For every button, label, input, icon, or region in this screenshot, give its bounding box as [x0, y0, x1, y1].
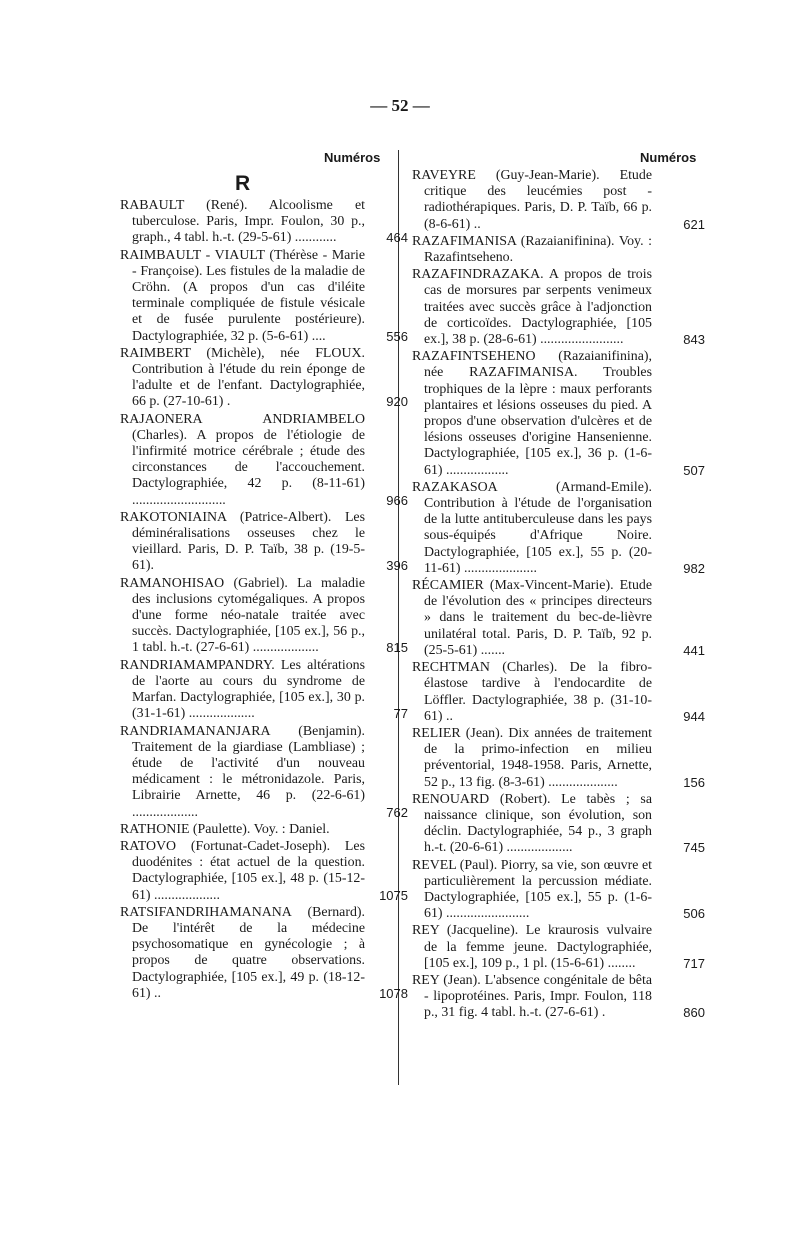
entry-number: 982: [683, 560, 705, 576]
entry-number: 507: [683, 462, 705, 478]
entry-text: RANDRIAMANANJARA (Benjamin). Traitement de la giardiase (Lambliase) ; étude de l'activité d'un nouveau médicament : le métronidazole. Paris, Librairie Arnette, 46 p. (22-6-61) ...................: [120, 723, 365, 820]
bibliography-entry: [412, 660, 705, 725]
bibliography-entry: [412, 168, 705, 233]
bibliography-entry: [120, 822, 365, 838]
entry-text: RANDRIAMAMPANDRY. Les altérations de l'aorte au cours du syndrome de Marfan. Dactylographiée, [105 ex.], 30 p. (31-1-61) ...................: [120, 657, 365, 722]
entry-text: RÉCAMIER (Max-Vincent-Marie). Etude de l'évolution des « principes directeurs » dans le traitement du bec-de-lièvre unilatéral total. Paris, D. P. Taïb, 92 p. (25-5-61) .......: [412, 578, 652, 658]
entry-number: 621: [683, 216, 705, 232]
entry-text: RATSIFANDRIHAMANANA (Bernard). De l'intérêt de la médecine psychosomatique en gynécologie ; à propos de quatre observations. Dactylographiée, [105 ex.], 49 p. (18-12-61) ..: [120, 904, 365, 1001]
page-number: — 52 —: [370, 96, 430, 115]
bibliography-entry: [120, 345, 408, 411]
entry-text: REY (Jean). L'absence congénitale de bêta - lipoprotéines. Paris, Impr. Foulon, 118 p., 31 fig. 4 tabl. h.-t. (27-6-61) .: [412, 972, 652, 1021]
entry-text: RAZAFINDRAZAKA. A propos de trois cas de morsures par serpents venimeux traitées avec succès grâce à l'adjonction de corticoïdes. Dactylographiée, [105 ex.], 38 p. (28-6-61) ........................: [412, 267, 652, 348]
entry-text: RAZAKASOA (Armand-Emile). Contribution à l'étude de l'organisation de la lutte antituberculeuse dans les pays sous-équipés d'Afrique Noire. Dactylographiée, [105 ex.], 55 p. (20-11-61) .....................: [412, 479, 652, 576]
right-column: [412, 168, 705, 1023]
entry-number: 464: [386, 230, 408, 246]
bibliography-entry: [412, 234, 652, 266]
entry-number: 506: [683, 906, 705, 922]
entry-number: 944: [683, 708, 705, 724]
entry-number: 717: [683, 955, 705, 971]
bibliography-entry: [412, 479, 705, 577]
section-letter: R: [235, 172, 251, 195]
entry-number: 745: [683, 840, 705, 856]
entry-text: RAMANOHISAO (Gabriel). La maladie des inclusions cytomégaliques. A propos d'une forme néo-natale traitée avec succès. Dactylographiée, [105 ex.], 56 p., 1 tabl. h.-t. (27-6-61) ...................: [120, 575, 365, 656]
entry-number: 860: [683, 1005, 705, 1021]
entry-number: 762: [386, 804, 408, 820]
column-divider: [398, 150, 399, 1085]
entry-text: RAZAFIMANISA (Razaianifinina). Voy. : Razafintseheno.: [412, 233, 652, 266]
bibliography-entry: [412, 725, 705, 791]
bibliography-entry: [412, 972, 705, 1022]
entry-number: 843: [683, 332, 705, 348]
entry-number: 441: [683, 642, 705, 658]
entry-text: REVEL (Paul). Piorry, sa vie, son œuvre et particulièrement la percussion médiate. Dactylographiée, [105 ex.], 55 p. (1-6-61) ........................: [412, 857, 652, 922]
entry-text: RENOUARD (Robert). Le tabès ; sa naissance clinique, son évolution, son déclin. Dactylographiée, 54 p., 3 graph h.-t. (20-6-61) ...................: [412, 791, 652, 856]
bibliography-entry: [412, 578, 705, 659]
entry-number: 396: [386, 558, 408, 574]
entry-text: RECHTMAN (Charles). De la fibro-élastose tardive à l'endocardite de Löffler. Dactylographiée, 38 p. (31-10-61) ..: [412, 660, 652, 724]
bibliography-entry: [120, 904, 408, 1002]
entry-number: 815: [386, 640, 408, 656]
bibliography-entry: [412, 791, 705, 857]
entry-text: RATOVO (Fortunat-Cadet-Joseph). Les duodénites : état actuel de la question. Dactylographiée, [105 ex.], 48 p. (15-12-61) ...................: [120, 838, 365, 903]
bibliography-entry: [412, 349, 705, 479]
left-column: [120, 198, 408, 1003]
bibliography-entry: [120, 575, 408, 657]
entry-text: RELIER (Jean). Dix années de traitement de la primo-infection en milieu préventorial, 1948-1958. Paris, Arnette, 52 p., 13 fig. (8-3-61) ....................: [412, 725, 652, 790]
bibliography-entry: [120, 198, 408, 247]
entry-text: RAIMBAULT - VIAULT (Thérèse - Marie - Françoise). Les fistules de la maladie de Cröhn. (A propos d'un cas d'iléite terminale compliquée de fistule vésicale et de fusée purulente postérieure). Dactylographiée, 32 p. (5-6-61) ....: [120, 247, 365, 344]
right-column-heading: Numéros: [640, 150, 697, 165]
entry-number: 1075: [379, 887, 408, 903]
entry-text: RAZAFINTSEHENO (Razaianifinina), née RAZAFIMANISA. Troubles trophiques de la lèpre : maux perforants plantaires et lésions osseuses du pied. A propos d'une observation d'ulcères et de lésions osseuses d'origine Hansenienne. Dactylographiée, [105 ex.], 36 p. (1-6-61) ..................: [412, 349, 652, 478]
entry-text: RAJAONERA ANDRIAMBELO (Charles). A propos de l'étiologie de l'infirmité motrice cérébrale ; étude des circonstances de l'accouchement. Dactylographiée, 42 p. (8-11-61) ...........................: [120, 411, 365, 508]
entry-number: 966: [386, 492, 408, 508]
left-column-heading: Numéros: [324, 150, 381, 165]
bibliography-entry: [412, 857, 705, 923]
bibliography-entry: [120, 657, 408, 723]
bibliography-entry: [120, 838, 408, 904]
bibliography-entry: [120, 247, 408, 345]
entry-number: 1078: [379, 985, 408, 1001]
bibliography-entry: [120, 509, 408, 575]
entry-text: REY (Jacqueline). Le kraurosis vulvaire de la femme jeune. Dactylographiée, [105 ex.], 109 p., 1 pl. (15-6-61) ........: [412, 923, 652, 971]
entry-number: 77: [393, 706, 408, 722]
entry-number: 920: [386, 394, 408, 410]
entry-text: RAVEYRE (Guy-Jean-Marie). Etude critique des leucémies post - radiothérapiques. Paris, D. P. Taïb, 66 p. (8-6-61) ..: [412, 168, 652, 232]
bibliography-entry: [412, 923, 705, 972]
bibliography-entry: [120, 723, 408, 821]
entry-number: 556: [386, 328, 408, 344]
entry-text: RAKOTONIAINA (Patrice-Albert). Les déminéralisations osseuses chez le vieillard. Paris, D. P. Taïb, 38 p. (19-5-61).: [120, 509, 365, 574]
entry-text: RAIMBERT (Michèle), née FLOUX. Contribution à l'étude du rein éponge de l'adulte et de l'enfant. Dactylographiée, 66 p. (27-10-61) .: [120, 345, 365, 410]
entry-number: 156: [683, 774, 705, 790]
entry-text: RATHONIE (Paulette). Voy. : Daniel.: [120, 821, 330, 837]
entry-text: RABAULT (René). Alcoolisme et tuberculose. Paris, Impr. Foulon, 30 p., graph., 4 tabl. h.-t. (29-5-61) ............: [120, 198, 365, 246]
bibliography-entry: [412, 267, 705, 348]
bibliography-entry: [120, 411, 408, 509]
